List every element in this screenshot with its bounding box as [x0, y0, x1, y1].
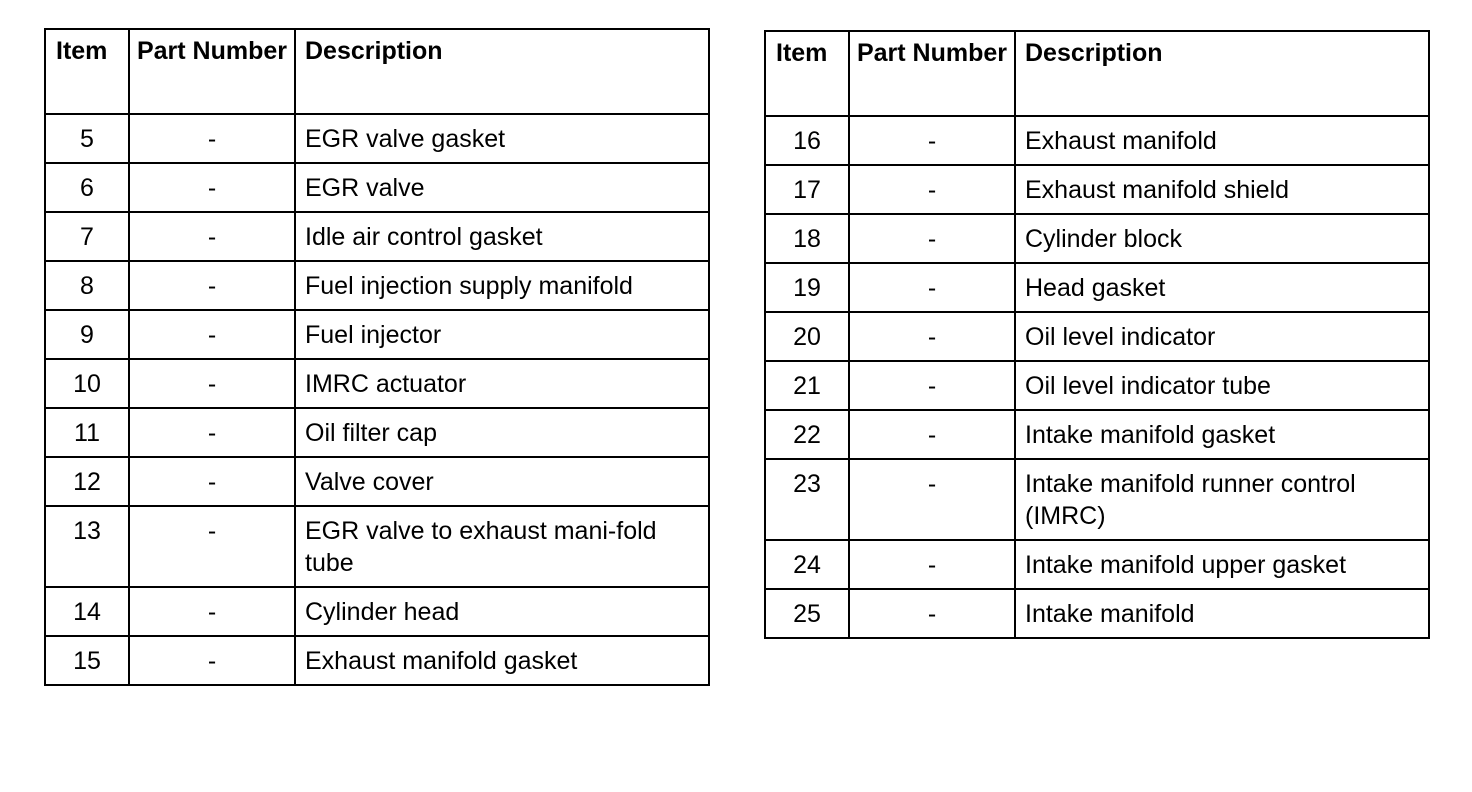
- item-cell: 14: [45, 587, 129, 636]
- item-cell: 18: [765, 214, 849, 263]
- description-cell: Intake manifold: [1015, 589, 1429, 638]
- part-number-cell: -: [849, 540, 1015, 589]
- part-number-cell: -: [129, 212, 295, 261]
- item-cell: 15: [45, 636, 129, 685]
- part-number-cell: -: [849, 116, 1015, 165]
- table-row: [765, 459, 1429, 540]
- item-cell: 5: [45, 114, 129, 163]
- item-cell: 8: [45, 261, 129, 310]
- table-row: [765, 214, 1429, 263]
- part-number-cell: -: [129, 587, 295, 636]
- header-row: [45, 29, 709, 114]
- item-cell: 13: [45, 506, 129, 587]
- table-row: [45, 212, 709, 261]
- table-row: [765, 165, 1429, 214]
- part-number-cell: -: [129, 310, 295, 359]
- item-cell: 12: [45, 457, 129, 506]
- table-row: [45, 408, 709, 457]
- description-cell: EGR valve to exhaust mani-fold tube: [295, 506, 709, 587]
- table-row: [45, 587, 709, 636]
- part-number-cell: -: [129, 506, 295, 587]
- description-cell: Exhaust manifold shield: [1015, 165, 1429, 214]
- table-row: [765, 589, 1429, 638]
- description-cell: Cylinder head: [295, 587, 709, 636]
- description-cell: Oil level indicator tube: [1015, 361, 1429, 410]
- table-row: [765, 263, 1429, 312]
- description-cell: Exhaust manifold: [1015, 116, 1429, 165]
- item-cell: 9: [45, 310, 129, 359]
- table-row: [45, 359, 709, 408]
- item-cell: 25: [765, 589, 849, 638]
- item-cell: 17: [765, 165, 849, 214]
- description-cell: Intake manifold upper gasket: [1015, 540, 1429, 589]
- part-number-cell: -: [849, 361, 1015, 410]
- item-cell: 20: [765, 312, 849, 361]
- part-number-cell: -: [129, 457, 295, 506]
- part-number-cell: -: [129, 114, 295, 163]
- part-number-cell: -: [129, 163, 295, 212]
- table-row: [765, 116, 1429, 165]
- table-header: [765, 31, 1429, 116]
- item-cell: 16: [765, 116, 849, 165]
- table-row: [45, 310, 709, 359]
- table-body: [765, 116, 1429, 638]
- table-row: [45, 636, 709, 685]
- description-cell: Intake manifold gasket: [1015, 410, 1429, 459]
- table-row: [45, 114, 709, 163]
- description-cell: Valve cover: [295, 457, 709, 506]
- description-cell: Idle air control gasket: [295, 212, 709, 261]
- parts-table-right: [764, 30, 1430, 639]
- table-row: [765, 410, 1429, 459]
- item-cell: 24: [765, 540, 849, 589]
- header-item: Item: [45, 29, 129, 114]
- description-cell: Head gasket: [1015, 263, 1429, 312]
- item-cell: 10: [45, 359, 129, 408]
- part-number-cell: -: [129, 359, 295, 408]
- table-row: [765, 312, 1429, 361]
- header-item: Item: [765, 31, 849, 116]
- description-cell: Oil level indicator: [1015, 312, 1429, 361]
- item-cell: 7: [45, 212, 129, 261]
- description-cell: Oil filter cap: [295, 408, 709, 457]
- part-number-cell: -: [129, 636, 295, 685]
- header-part-number: Part Number: [849, 31, 1015, 116]
- parts-table-left: [44, 28, 710, 686]
- description-cell: Intake manifold runner control (IMRC): [1015, 459, 1429, 540]
- part-number-cell: -: [129, 408, 295, 457]
- table-row: [45, 506, 709, 587]
- table-row: [765, 361, 1429, 410]
- table-body: [45, 114, 709, 685]
- description-cell: EGR valve: [295, 163, 709, 212]
- header-description: Description: [1015, 31, 1429, 116]
- header-row: [765, 31, 1429, 116]
- part-number-cell: -: [129, 261, 295, 310]
- header-part-number: Part Number: [129, 29, 295, 114]
- table-row: [45, 261, 709, 310]
- table-row: [45, 163, 709, 212]
- item-cell: 23: [765, 459, 849, 540]
- item-cell: 21: [765, 361, 849, 410]
- table-row: [765, 540, 1429, 589]
- description-cell: Fuel injector: [295, 310, 709, 359]
- part-number-cell: -: [849, 459, 1015, 540]
- part-number-cell: -: [849, 410, 1015, 459]
- table-header: [45, 29, 709, 114]
- part-number-cell: -: [849, 214, 1015, 263]
- item-cell: 19: [765, 263, 849, 312]
- description-cell: EGR valve gasket: [295, 114, 709, 163]
- description-cell: Cylinder block: [1015, 214, 1429, 263]
- table-row: [45, 457, 709, 506]
- header-description: Description: [295, 29, 709, 114]
- description-cell: IMRC actuator: [295, 359, 709, 408]
- item-cell: 11: [45, 408, 129, 457]
- part-number-cell: -: [849, 165, 1015, 214]
- item-cell: 6: [45, 163, 129, 212]
- description-cell: Exhaust manifold gasket: [295, 636, 709, 685]
- part-number-cell: -: [849, 312, 1015, 361]
- part-number-cell: -: [849, 263, 1015, 312]
- part-number-cell: -: [849, 589, 1015, 638]
- description-cell: Fuel injection supply manifold: [295, 261, 709, 310]
- item-cell: 22: [765, 410, 849, 459]
